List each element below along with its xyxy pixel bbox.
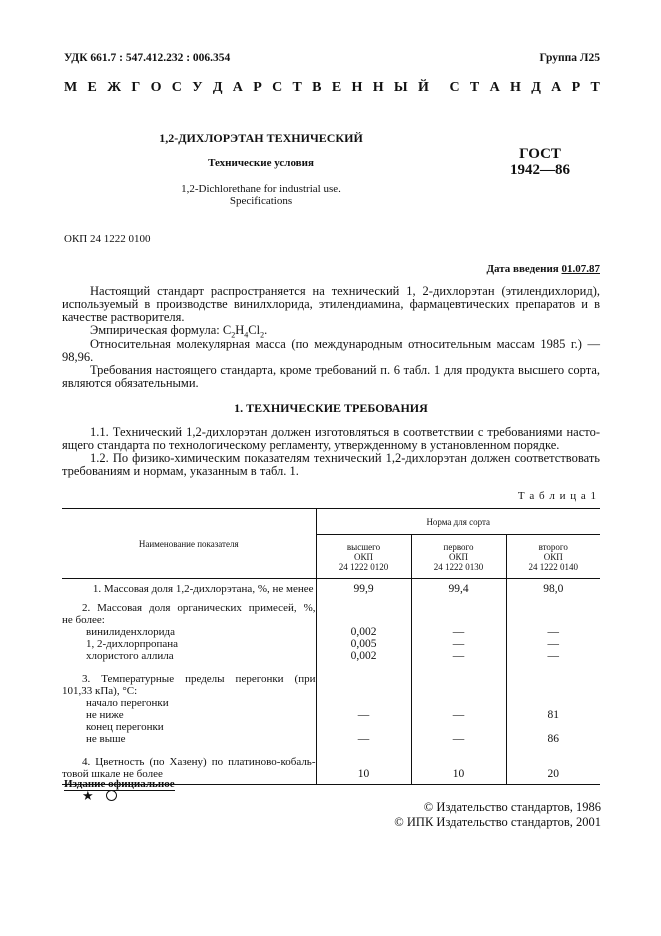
banner-letter: О (150, 80, 162, 95)
banner-letter: А (232, 80, 243, 95)
udk-code: УДК 661.7 : 547.412.232 : 006.354 (64, 52, 231, 64)
document-title: 1,2-ДИХЛОРЭТАН ТЕХНИЧЕСКИЙ (159, 131, 363, 145)
banner-letter: Ы (393, 80, 408, 95)
banner-letter: Д (212, 80, 223, 95)
banner-letter: М (64, 80, 78, 95)
banner-letter: А (551, 80, 562, 95)
interstate-standard-banner (64, 80, 600, 96)
table-row: 1, 2-дихлорпропана 0,005 — — (62, 638, 600, 650)
col-header-norm: Норма для сорта (316, 509, 600, 535)
banner-letter: Н (351, 80, 363, 95)
para-4-line-2: являются обязательными. (62, 376, 199, 390)
col-header-name: Наименование показателя (62, 509, 316, 579)
banner-letter: Е (87, 80, 97, 95)
banner-letter: А (489, 80, 500, 95)
banner-letter: Д (531, 80, 541, 95)
banner-letter: Т (469, 80, 480, 95)
intro-date-label: Дата введения (486, 263, 559, 275)
section-1-2-line-1: 1.2. По физико-химическим показателям технический 1,2-дихлорэтан должен соответствовать (90, 451, 600, 465)
copyright-2001: © ИПК Издательство стандартов, 2001 (394, 815, 601, 829)
table-row: не ниже — — 81 (62, 709, 600, 721)
banner-letter: Е (331, 80, 342, 95)
table-row: начало перегонки (62, 697, 600, 709)
banner-letter: Н (510, 80, 521, 95)
table-row: 2. Массовая доля органических примесей, %, не более: (62, 595, 600, 626)
official-edition: Издание официальное (64, 778, 175, 790)
table-row: хлористого аллила 0,002 — — (62, 650, 600, 662)
banner-letter: С (171, 80, 182, 95)
grade-highest: высшего ОКП 24 1222 0120 (316, 535, 411, 579)
para-3-line-1: Относительная молекулярная масса (по международным относительным массам 1985 г.) — (90, 337, 600, 351)
table-caption: Т а б л и ц а 1 (517, 490, 597, 502)
banner-letter: В (312, 80, 322, 95)
banner-letter: Р (571, 80, 581, 95)
grade-first: первого ОКП 24 1222 0130 (411, 535, 506, 579)
para-3-line-2: 98,96. (62, 350, 94, 364)
gost-label: ГОСТ (519, 146, 561, 162)
table-row: 4. Цветность (по Хазену) по платиново-кобаль- товой шкале не более 10 10 20 (62, 745, 600, 785)
para-4-line-1: Требования настоящего стандарта, кроме требований п. 6 табл. 1 для продукта высшего сорта, (90, 363, 600, 377)
table-row: не выше — — 86 (62, 733, 600, 745)
english-title-2: Specifications (229, 195, 293, 207)
para-1-line-1: Настоящий стандарт распространяется на технический 1, 2-дихлорэтан (этилендихлорид), (90, 284, 600, 298)
section-1-title: 1. ТЕХНИЧЕСКИЕ ТРЕБОВАНИЯ (234, 401, 428, 415)
section-1-1-line-2: ящего стандарта по технологическому регламенту, утвержденному в установленном порядке. (62, 438, 560, 452)
para-1-line-3: качестве растворителя. (62, 310, 185, 324)
banner-letter: С (272, 80, 283, 95)
banner-letter: Г (131, 80, 141, 95)
para-1-line-2: используемый в производстве винилхлорида, этилендиамина, фармацевтических препаратов и в (62, 297, 600, 311)
banner-letter: Ж (107, 80, 122, 95)
intro-date-value: 01.07.87 (561, 263, 600, 275)
table-row: 1. Массовая доля 1,2-дихлорэтана, %, не менее 99,9 99,4 98,0 (62, 579, 600, 596)
banner-letter: С (449, 80, 460, 95)
requirements-table (62, 508, 600, 785)
edition-marks (82, 788, 117, 804)
empirical-formula: Эмпирическая формула: $C_2H_4Cl_2$. (90, 323, 268, 340)
section-1-1-line-1: 1.1. Технический 1,2-дихлорэтан должен изготовляться в соответствии с требованиями насто- (90, 425, 600, 439)
copyright-1986: © Издательство стандартов, 1986 (423, 800, 601, 814)
banner-letter: Р (253, 80, 262, 95)
banner-letter: Й (417, 80, 429, 95)
banner-letter: Т (590, 80, 600, 95)
intro-date (486, 263, 600, 275)
section-1-2-line-2: требованиям и нормам, указанным в табл. 1. (62, 464, 299, 478)
circle-icon (106, 790, 117, 801)
document-subtitle: Технические условия (208, 157, 314, 169)
table-row: винилиденхлорида 0,002 — — (62, 626, 600, 638)
star-icon: ★ (82, 788, 94, 803)
grade-second: второго ОКП 24 1222 0140 (506, 535, 600, 579)
banner-letter: Н (372, 80, 384, 95)
okp-code: ОКП 24 1222 0100 (64, 233, 151, 245)
banner-letter: Т (292, 80, 302, 95)
table-row: конец перегонки (62, 721, 600, 733)
gost-number: 1942—86 (510, 162, 570, 178)
group-code: Группа Л25 (539, 52, 600, 64)
english-title-1: 1,2-Dichlorethane for industrial use. (181, 183, 341, 195)
table-row: 3. Температурные пределы перегонки (при 101,33 кПа), °С: (62, 662, 600, 697)
banner-letter: У (192, 80, 203, 95)
